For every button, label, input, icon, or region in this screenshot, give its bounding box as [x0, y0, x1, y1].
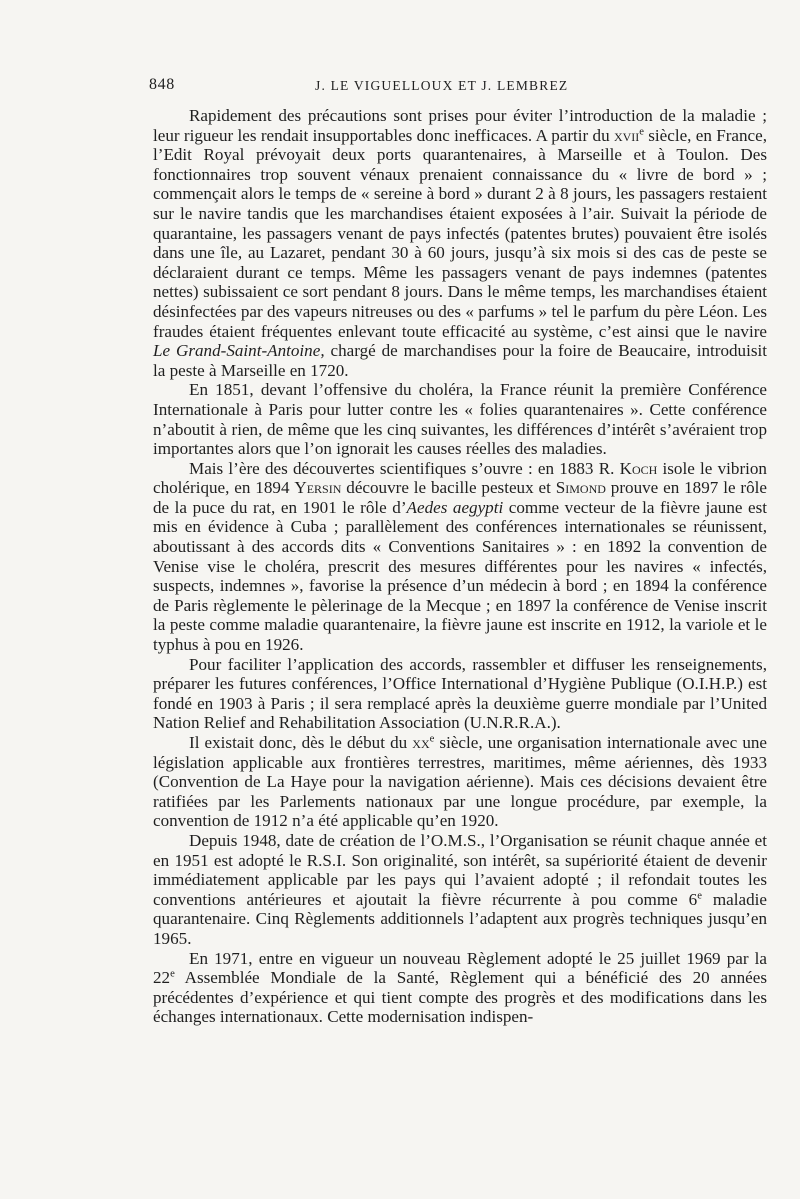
paragraph-4 [153, 655, 767, 733]
text-run: chargé de marchandises pour la foire de Beaucaire, introduisit la peste à Marseille en 1720. [153, 341, 767, 380]
text-run: découvre le bacille pesteux et [341, 478, 556, 498]
text-run: e [697, 890, 702, 902]
text-run: xx [412, 733, 430, 752]
text-run: Yersin [294, 478, 342, 498]
text-run: Depuis 1948, date de création de l’O.M.S., l’Organisation se réunit chaque année et en 1951 est adopté le R.S.I. Son originalité, son intérêt, sa supériorité étaient de devenir immédiatement applicable par les pays qui l’avaient adopté ; il refondait toutes les conventions antérieures et ajoutait la fièvre récurrente à pou comme 6 [153, 830, 767, 909]
paragraph-7 [153, 949, 767, 1027]
text-run: comme vecteur de la fièvre jaune est mis en évidence à Cuba ; parallèlement des conférences internationales se réunissent, aboutissant à des accords dits « Conventions Sanitaires » : en 1892 la convention de Venise vise le choléra, prescrit des mesures différentes pour les navires « infectés, suspects, indemnes », favorise la présence d’un médecin à bord ; en 1894 la conférence de Paris règlemente le pèlerinage de la Mecque ; en 1897 la conférence de Venise inscrit la peste comme maladie quarantenaire, la fièvre jaune est inscrite en 1912, la variole et le typhus à pou en 1926. [153, 497, 768, 655]
text-run: Koch [619, 458, 658, 478]
text-run: Assemblée Mondiale de la Santé, Règlement qui a bénéficié des 20 années précédentes d’expérience et qui tient compte des progrès et des modifications dans les échanges internationaux. Cette modernisation indispen- [153, 968, 767, 1027]
text-run: Pour faciliter l’application des accords, rassembler et diffuser les renseignements, préparer les futures conférences, l’Office International d’Hygiène Publique (O.I.H.P.) est fondé en 1903 à Paris ; il sera remplacé après la deuxième guerre mondiale par l’United Nation Relief and Rehabilitation Association (U.N.R.R.A.). [153, 654, 767, 733]
text-run: e [429, 733, 435, 745]
text-run: Aedes aegypti [406, 497, 504, 517]
text-run: Mais l’ère des découvertes scientifiques s’ouvre : en 1883 R. [189, 458, 620, 478]
paragraph-6 [153, 831, 767, 949]
text-run: Le Grand-Saint-Antoine, [153, 341, 325, 361]
text-run: e [639, 125, 644, 137]
text-run: Rapidement des précautions sont prises pour éviter l’introduction de la maladie ; leur rigueur les rendait insupportables donc inefficaces. A partir du [153, 106, 767, 145]
page-number: 848 [149, 76, 175, 93]
article-body [153, 106, 767, 1027]
text-run: En 1971, entre en vigueur un nouveau Règlement adopté le 25 juillet 1969 par la 22 [153, 948, 767, 988]
text-run: Il existait donc, dès le début du [189, 733, 413, 752]
text-run: maladie quarantenaire. Cinq Règlements additionnels l’adaptent aux progrès techniques jusqu’en 1965. [153, 889, 767, 948]
paragraph-2 [153, 380, 767, 458]
paragraph-5 [153, 733, 767, 831]
text-run: Simond [555, 478, 606, 498]
paragraph-1 [153, 106, 767, 380]
running-head-title: J. LE VIGUELLOUX ET J. LEMBREZ [315, 78, 569, 93]
text-run: siècle, une organisation internationale avec une législation applicable aux frontières terrestres, maritimes, même aériennes, dès 1933 (Convention de La Haye pour la navigation aérienne). Mais ces décisions devaient être ratifiées par les Parlements nationaux par une longue procédure, par exemple, la convention de 1912 n’a été applicable qu’en 1920. [153, 733, 768, 831]
running-head [149, 76, 750, 100]
text-run: prouve en 1897 le rôle de la puce du rat, en 1901 le rôle d’ [153, 478, 767, 517]
text-run: En 1851, devant l’offensive du choléra, la France réunit la première Conférence Internationale à Paris pour lutter contre les « folies quarantenaires ». Cette conférence n’aboutit à rien, de même que les cinq suivantes, les différences d’intérêt s’avéraient trop importantes alors que l’on ignorait les causes réelles des maladies. [153, 380, 767, 459]
text-run: e [170, 968, 175, 980]
text-run: xvii [613, 125, 640, 145]
paragraph-3 [153, 459, 767, 655]
text-run: isole le vibrion cholérique, en 1894 [153, 458, 767, 498]
text-run: siècle, en France, l’Edit Royal prévoyait deux ports quarantenaires, à Marseille et à Toulon. Des fonctionnaires trop souvent vénaux prenaient connaissance du « livre de bord » ; commençait alors le temps de « sereine à bord » durant 2 à 8 jours, les passagers restaient sur le navire tandis que les marchandises étaient exposées à l’air. Suivait la période de quarantaine, les passagers venant de pays infectés (patentes brutes) pouvaient être isolés dans une île, au Lazaret, pendant 30 à 60 jours, jusqu’à six mois si des cas de peste se déclaraient durant ce temps. Même les passagers venant de pays indemnes (patentes nettes) subissaient ce sort pendant 8 jours. Dans le même temps, les marchandises étaient désinfectées par des vapeurs nitreuses ou des « parfums » tel le parfum du père Léon. Les fraudes étaient fréquentes enlevant toute efficacité au système, c’est ainsi que le navire [153, 125, 767, 341]
